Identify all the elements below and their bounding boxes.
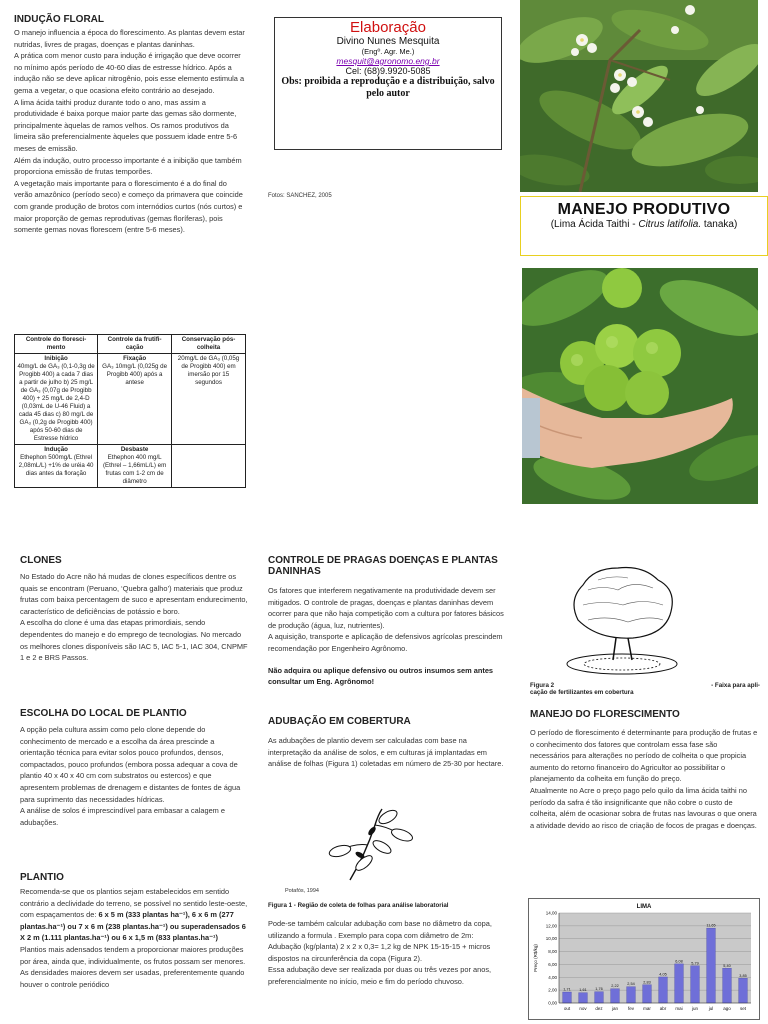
data-label: 1,61 [579,988,587,993]
cell-text: 20mg/L de GA₃ (0,05g de Progibb 400) em imersão por 15 segundos [177,355,240,386]
pragas-p1: Os fatores que interferem negativamente na produtividade devem ser mitigados. O controle de pragas, doenças e plantas daninhas devem ocorrer para que não haja competição com a cultura por fatores básicos de produção (água, luz, nutrientes). [268,586,504,630]
author-role: (Engº. Agr. Me.) [361,47,415,56]
y-tick-label: 0,00 [548,1000,557,1006]
x-tick-label: nov [579,1006,587,1011]
x-tick-label: out [563,1006,571,1011]
data-label: 1,71 [563,987,571,992]
data-label: 1,76 [595,987,603,992]
data-label: 5,40 [723,963,731,968]
fig1-credit: Potafós, 1994 [285,888,319,894]
bar [739,978,748,1003]
data-label: 3,85 [739,973,747,978]
control-table [14,334,246,488]
inducao-p5: A vegetação mais importante para o florescimento é a do final do verão amazônico (período seco) e começo da primavera que coincide com grande produção de brotos com internódios curtos (nós curtos) e maior proporção de gemas reprodutivas (gemas floríferas), pois somente gemas novas florescem (entre 5-6 meses). [14,178,243,235]
table-cell [15,354,98,445]
data-label: 5,79 [691,961,699,966]
x-tick-label: set [739,1006,747,1011]
data-label: 4,05 [659,972,667,977]
y-tick-label: 14,00 [545,910,557,916]
table-header-frutif: Controle da frutifi-cação [98,335,172,354]
subtitle-species: Citrus latifolia. [638,219,702,230]
main-title: MANEJO PRODUTIVO [557,201,731,218]
bar [579,993,588,1003]
y-axis-label: Preço (R$/kg) [533,944,538,972]
table-cell [98,354,172,445]
y-tick-label: 6,00 [548,961,557,967]
plantio-spacings: 6 x 5 m (333 plantas ha⁻¹), 6 x 6 m (277 plantas.ha⁻¹) ou 7 x 6 m (238 plantas.ha⁻¹) ou superadensados 6 X 2 m (1.111 plantas.ha⁻¹) ou 6 x 1,5 m (833 plantas.ha⁻¹) [20,910,246,943]
pragas-warning: Não adquira ou aplique defensivo ou outros insumos sem antes consultar um Eng. Agrônomo! [268,665,494,687]
author-name: Divino Nunes Mesquita [336,36,440,47]
x-tick-label: jan [611,1006,619,1011]
escolha-p1: A opção pela cultura assim como pelo clone depende do conhecimento de mercado e a escolha da área prescinde a orientação técnica para evitar solos pouco profundos, densos, compactados, pouco profundos (embora possa adequar a cova de plantio 40 x 40 x 40 cm com substratos ou estercos) e que apresentem problemas de drenagem e distantes de fontes de água para suprimento das necessidades hídricas. [20,725,241,804]
inducao-p3: A lima ácida taithi produz durante todo o ano, mas assim a produtividade é baixa porque maior parte das gemas são dormente, principalmente àquelas de ramos velhos. Os ramos produtivos da limeira são preferencialmente àqueles que possuem idade entre 5-6 meses de emissão. [14,97,238,153]
bar [723,968,732,1003]
y-tick-label: 4,00 [548,974,557,980]
elaboracao-title: Elaboração [350,19,426,36]
adubacao-section-2 [268,918,504,988]
author-phone: Cel: (68)9.9920-5085 [345,66,431,76]
bar [675,964,684,1003]
florescimento-heading: MANEJO DO FLORESCIMENTO [530,709,680,720]
subtitle-prefix: (Lima Ácida Taithi - [550,219,639,230]
cell-text: 40mg/L de GA₃ (0,1-0,3g de Progibb 400) a cada 7 dias a partir de julho b) 25 mg/L de GA₃ (0,07g de Progibb 400) + 25 mg/L de 2,4-D (0,03mL de U-46 Fluid) a cada 45 dias c) 80 mg/L de GA₃ (0,2g de Progibb 400) após 50-60 dias de Estresse hídrico [17,363,95,442]
clones-section [20,555,248,664]
inducao-heading: INDUÇÃO FLORAL [14,14,104,25]
price-chart-svg [529,899,759,1019]
pragas-heading: CONTROLE DE PRAGAS DOENÇAS E PLANTAS DANINHAS [268,555,498,577]
adubacao-heading: ADUBAÇÃO EM COBERTURA [268,716,411,727]
lime-flowers-photo [520,0,758,192]
adubacao-p3: Essa adubação deve ser realizada por duas ou três vezes por anos, preferencialmente no início, meio e fim do período chuvoso. [268,965,492,986]
control-table-wrap [14,334,246,488]
table-cell [98,445,172,488]
y-tick-label: 10,00 [545,936,557,942]
table-cell [172,354,246,445]
cell-title: Fixação [123,355,147,362]
adubacao-p1: As adubações de plantio devem ser calculadas com base na interpretação da análise de solos, e em culturas já implantadas em análise de folhas (Figura 1) coletadas em número de 25-30 por hectare. [268,736,504,769]
fig2-caption-c: cação de fertilizantes em cobertura [530,689,634,696]
flowers-illustration [520,0,758,192]
subtitle-suffix: tanaka) [701,219,738,230]
x-tick-label: jun [691,1006,699,1011]
bar [659,977,668,1003]
plantio-heading: PLANTIO [20,872,64,883]
title-box [520,196,768,256]
plantio-section [20,872,248,990]
y-tick-label: 8,00 [548,949,557,955]
inducao-p2: A prática com menor custo para indução é irrigação que deve ocorrer no mínimo após período de 40-60 dias de estresse hídrico. Após a indução não se deve aplicar nitrogênio, pois esse elemento estimula a gema a vegetar, o que ocasiona efeito contrário ao desejado. [14,51,245,95]
x-tick-label: ago [723,1006,731,1011]
fig2-caption [530,682,760,696]
fig2-caption-a: Figura 2 [530,682,555,689]
y-tick-label: 2,00 [548,987,557,993]
cell-title: Indução [44,446,68,453]
bar [595,992,604,1003]
price-chart [528,898,760,1020]
adubacao-p2: Pode-se também calcular adubação com base no diâmetro da copa, utilizando a formula . Exemplo para copa com diâmetro de 2m: Adubação (kg/planta) 2 x 2 x 0,3= 1,2 kg de NPK 15-15-15 + micros dispostos na circunferência da copa (Figura 2). [268,919,492,963]
tree-drawing [558,560,688,678]
table-header-floresc: Controle do floresci-mento [15,335,98,354]
clones-p2: A escolha do clone é uma das etapas primordiais, sendo dependentes do manejo e do emprego de tecnologias. No mercado os melhores clones disponíveis são IAC 5, IAC 5-1, IAC 304, CNPMF 1 e 2 e BRS Passos. [20,618,248,663]
cell-text: Ethephon 500mg/L (Ethrel 2,08mL/L) +1% de uréia 40 dias antes da floração [18,454,94,477]
data-label: 2,83 [643,980,651,985]
cell-title: Desbaste [120,446,149,453]
x-tick-label: abr [659,1006,667,1011]
florescimento-p1: O período de florescimento é determinante para produção de frutas e o conhecimento dos fatores que controlam essa fase são necessários para alterações no período de colheita o que propicia aumento do retorno financeiro do Agricultor ao possibilitar o planejamento da colheita em função do preço. [530,728,758,784]
bar [707,928,716,1003]
clones-heading: CLONES [20,555,62,566]
adubacao-section [268,716,504,770]
plot-area [559,913,751,1003]
bar [691,966,700,1003]
pragas-p2: A aquisição, transporte e aplicação de defensivos agrícolas prescindem recomendação por Engenheiro Agrônomo. [268,632,503,653]
cell-text: GA₃ 10mg/L (0,025g de Progibb 400) após a antese [102,363,168,386]
x-tick-label: jul [708,1006,714,1011]
elaboracao-box [274,17,502,150]
data-label: 2,22 [611,984,619,989]
table-cell [15,445,98,488]
inducao-p1: O manejo influencia a época do florescimento. As plantas devem estar nutridas, livres de pragas, doenças e plantas daninhas. [14,28,245,49]
table-cell [172,445,246,488]
chart-title: LIMA [636,904,652,910]
limes-in-hand-photo [522,268,758,504]
x-tick-label: dez [595,1006,603,1011]
bar [643,985,652,1003]
data-label: 6,08 [675,959,683,964]
bar [627,987,636,1003]
table-row [15,354,246,445]
table-row [15,445,246,488]
x-tick-label: mar [643,1006,651,1011]
limes-illustration [522,268,758,504]
photos-credit: Fotos: SANCHEZ, 2005 [268,193,332,199]
inducao-section [14,14,246,236]
x-tick-label: fev [627,1006,635,1011]
bar [563,992,572,1003]
bar [611,989,620,1003]
cell-title: Inibição [44,355,68,362]
figure2-tree [558,560,688,678]
fig2-caption-b: - Faixa para apli- [711,682,760,689]
florescimento-p2: Atualmente no Acre o preço pago pelo quilo da lima ácida taithi no período da safra é tão insignificante que não cobre o custo de colheita, além de ocasionar sobra de frutas nas lavouras o que onera a atividade devido ao risco de criação de focos de pragas e doenças. [530,785,757,830]
leaf-branch-drawing [320,805,440,883]
escolha-heading: ESCOLHA DO LOCAL DE PLANTIO [20,708,187,719]
escolha-p2: A análise de solos é imprescindível para embasar a calagem e adubações. [20,806,225,827]
obs-text: Obs: proibida a reprodução e a distribuição, salvo pelo autor [281,76,495,99]
figure1-leaves [320,805,440,883]
table-header-conserv: Conservação pós-colheita [172,335,246,354]
data-label: 11,65 [706,923,716,928]
escolha-section [20,708,248,828]
fig1-caption: Figura 1 - Região de coleta de folhas para análise laboratorial [268,902,449,909]
x-tick-label: mai [675,1006,683,1011]
florescimento-section [530,709,758,831]
data-label: 2,54 [627,982,635,987]
plantio-p1 [20,886,248,944]
clones-p1: No Estado do Acre não há mudas de clones específicos dentre os quais se encontram (Peruano, ‘Quebra galho’) materiais que produz frutas com baixa percentagem de suco e apresentam endurecimento, característico de deficiências de potássio e boro. [20,572,248,616]
inducao-p4: Além da indução, outro processo importante é a inibição que também proporciona emissão de frutas temporões. [14,155,242,177]
y-tick-label: 12,00 [545,923,557,929]
cell-text: Ethephon 400 mg/L (Ethrel – 1,66mL/L) em frutas com 1-2 cm de diâmetro [102,454,167,485]
author-email-link[interactable]: mesquit@agronomo.eng.br [336,56,440,66]
plantio-p1-text: Recomenda-se que os plantios sejam estabelecidos em sentido contrário a declividade do terreno, se possível no sentido leste-oeste, com espaçamentos de: [20,887,248,920]
subtitle [521,219,767,230]
pragas-section [268,555,504,688]
plantio-p2: Plantios mais adensados tendem a proporcionar maiores produções por área, ainda que, individualmente, os frutos possam ser menores. As densidades maiores devem ser usadas, preferentemente quando houver o controle periódico [20,944,246,989]
